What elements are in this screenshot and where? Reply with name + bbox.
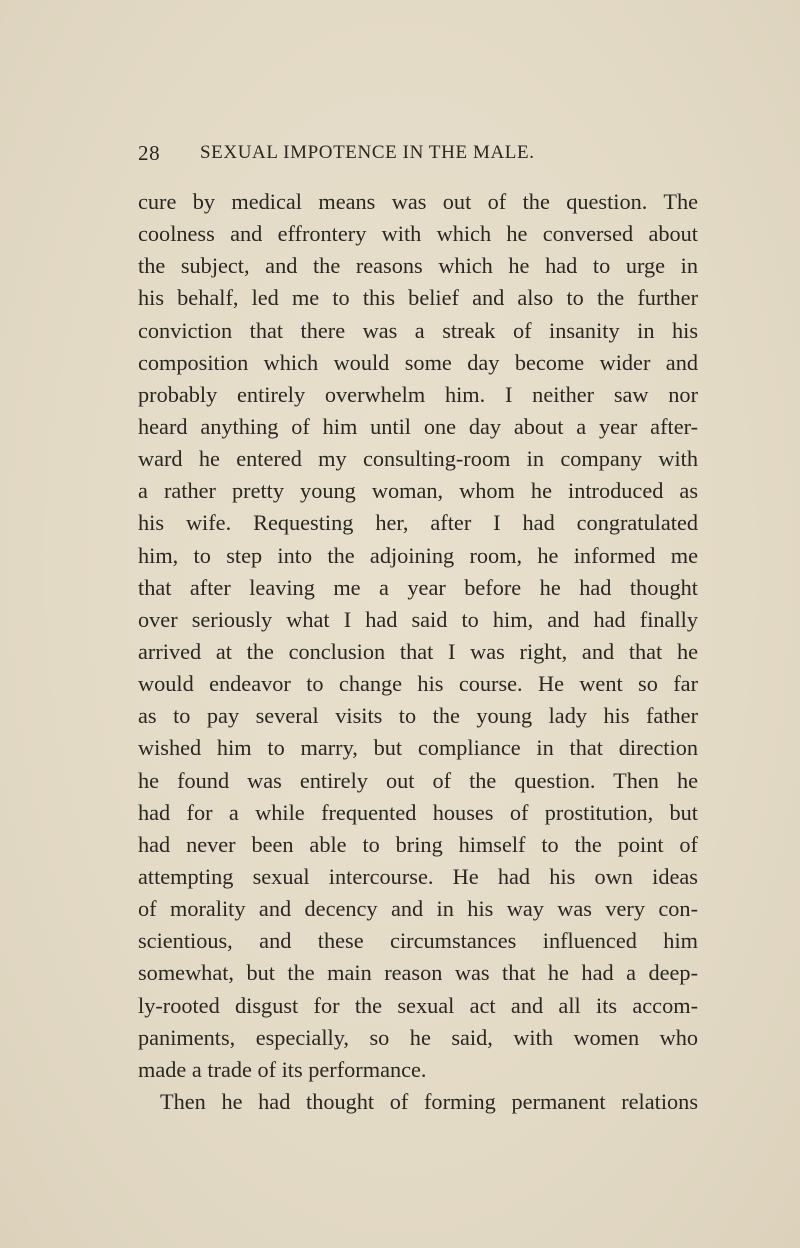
text-line: his behalf, led me to this belief and also to the further (138, 285, 698, 311)
text-line-paragraph-end: made a trade of its performance. (138, 1056, 427, 1082)
text-line: of morality and decency and in his way was very con- (138, 896, 698, 922)
running-title: SEXUAL IMPOTENCE IN THE MALE. (200, 142, 535, 163)
text-line: wished him to marry, but compliance in that direction (138, 735, 698, 761)
page-header (138, 141, 578, 171)
text-line: composition which would some day become wider and (138, 349, 698, 375)
text-line: scientious, and these circumstances influenced him (138, 928, 698, 954)
text-line-paragraph-start: Then he had thought of forming permanent relations (160, 1088, 698, 1114)
text-line: heard anything of him until one day about a year after- (138, 413, 698, 439)
text-line: had never been able to bring himself to the point of (138, 831, 698, 857)
text-line: him, to step into the adjoining room, he informed me (138, 542, 698, 568)
text-line: had for a while frequented houses of prostitution, but (138, 799, 698, 825)
text-line: that after leaving me a year before he had thought (138, 574, 698, 600)
body-text (138, 186, 698, 1118)
text-line: cure by medical means was out of the question. The (138, 189, 698, 214)
text-line: the subject, and the reasons which he had to urge in (138, 253, 698, 279)
text-line: probably entirely overwhelm him. I neither saw nor (138, 381, 698, 407)
text-line: ly-rooted disgust for the sexual act and all its accom- (138, 992, 698, 1018)
text-line: would endeavor to change his course. He went so far (138, 671, 698, 697)
text-line: coolness and effrontery with which he conversed about (138, 221, 698, 247)
text-line: a rather pretty young woman, whom he introduced as (138, 478, 698, 504)
text-line: arrived at the conclusion that I was right, and that he (138, 638, 698, 664)
page-number: 28 (138, 141, 161, 165)
text-line: his wife. Requesting her, after I had congratulated (138, 510, 698, 536)
text-line: paniments, especially, so he said, with women who (138, 1024, 698, 1050)
text-line: somewhat, but the main reason was that he had a deep- (138, 960, 698, 986)
text-line: over seriously what I had said to him, and had finally (138, 606, 698, 632)
text-line: ward he entered my consulting-room in company with (138, 446, 698, 472)
text-line: attempting sexual intercourse. He had his own ideas (138, 863, 698, 889)
text-line: he found was entirely out of the question. Then he (138, 767, 698, 793)
text-line: as to pay several visits to the young lady his father (138, 703, 698, 729)
text-line: conviction that there was a streak of insanity in his (138, 317, 698, 343)
